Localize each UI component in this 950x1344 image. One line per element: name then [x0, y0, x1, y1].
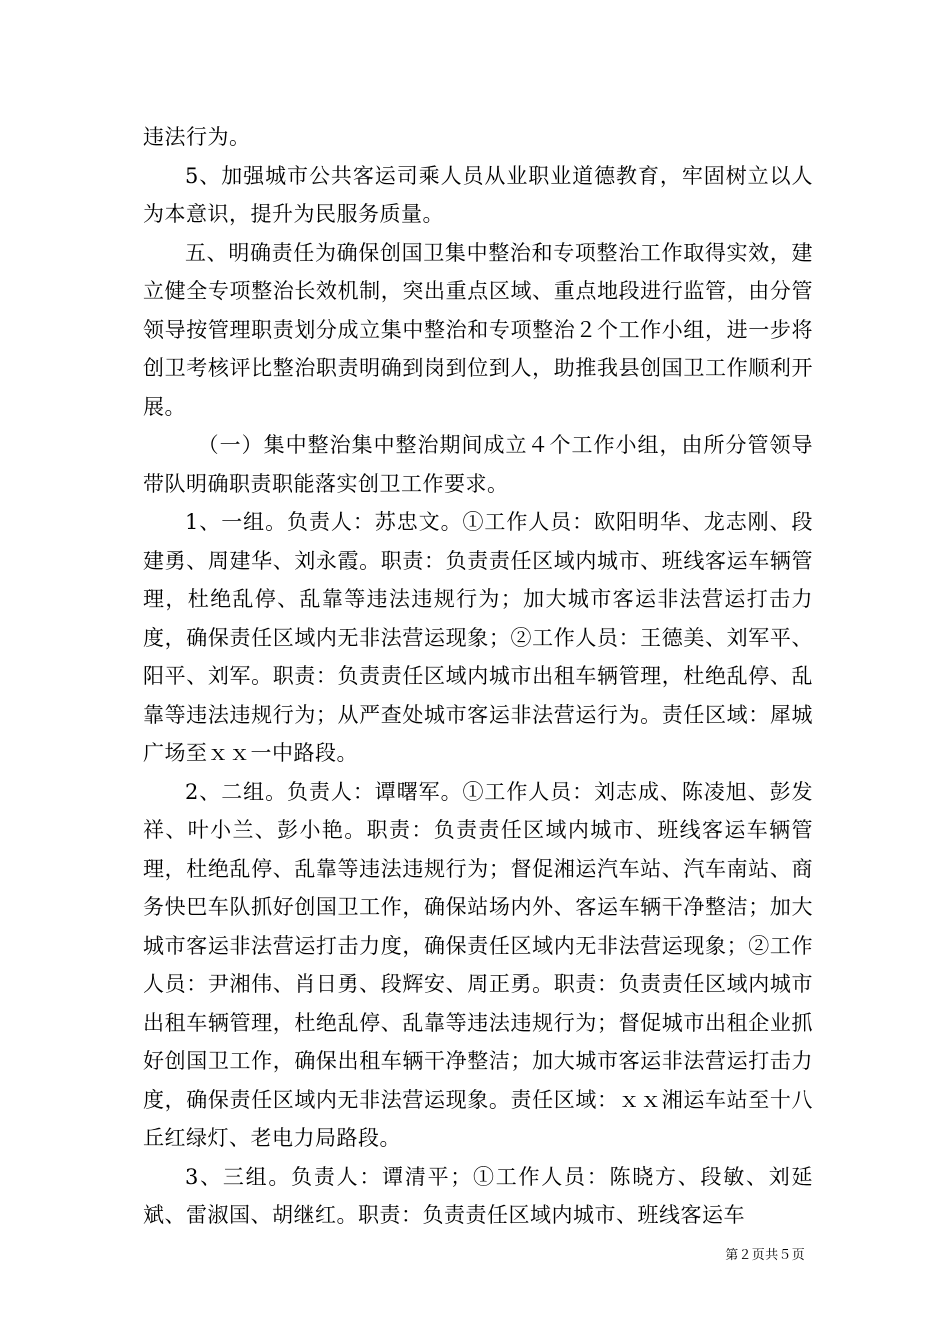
paragraph-item-5: 5、加强城市公共客运司乘人员从业职业道德教育，牢固树立以人为本意识，提升为民服务质量。: [143, 163, 813, 226]
page-number: 第２页共５页: [725, 1248, 805, 1263]
paragraph-continuation: 违法行为。: [143, 125, 251, 149]
paragraph-section-5: 五、明确责任为确保创国卫集中整治和专项整治工作取得实效，建立健全专项整治长效机制，突出重点区域、重点地段进行监管，由分管领导按管理职责划分成立集中整治和专项整治２个工作小组，进一步将创卫考核评比整治职责明确到岗到位到人，助推我县创国卫工作顺利开展。: [143, 240, 813, 419]
document-body: [143, 118, 813, 1235]
paragraph-group-2: 2、二组。负责人：谭曙军。①工作人员：刘志成、陈凌旭、彭发祥、叶小兰、彭小艳。职责：负责责任区域内城市、班线客运车辆管理，杜绝乱停、乱靠等违法违规行为；督促湘运汽车站、汽车南站、商务快巴车队抓好创国卫工作，确保站场内外、客运车辆干净整洁；加大城市客运非法营运打击力度，确保责任区域内无非法营运现象；②工作人员：尹湘伟、肖日勇、段辉安、周正勇。职责：负责责任区域内城市出租车辆管理，杜绝乱停、乱靠等违法违规行为；督促城市出租企业抓好创国卫工作，确保出租车辆干净整洁；加大城市客运非法营运打击力度，确保责任区域内无非法营运现象。责任区域：ｘｘ湘运车站至十八丘红绿灯、老电力局路段。: [143, 779, 813, 1150]
paragraph-subsection-1: （一）集中整治集中整治期间成立４个工作小组，由所分管领导带队明确职责职能落实创卫工作要求。: [143, 433, 813, 496]
paragraph-group-3: 3、三组。负责人：谭清平；①工作人员：陈晓方、段敏、刘延斌、雷淑国、胡继红。职责：负责责任区域内城市、班线客运车: [143, 1164, 813, 1227]
paragraph-group-1: 1、一组。负责人：苏忠文。①工作人员：欧阳明华、龙志刚、段建勇、周建华、刘永霞。职责：负责责任区域内城市、班线客运车辆管理，杜绝乱停、乱靠等违法违规行为；加大城市客运非法营运打击力度，确保责任区域内无非法营运现象；②工作人员：王德美、刘军平、阳平、刘军。职责：负责责任区域内城市出租车辆管理，杜绝乱停、乱靠等违法违规行为；从严查处城市客运非法营运行为。责任区域：犀城广场至ｘｘ一中路段。: [143, 510, 813, 765]
